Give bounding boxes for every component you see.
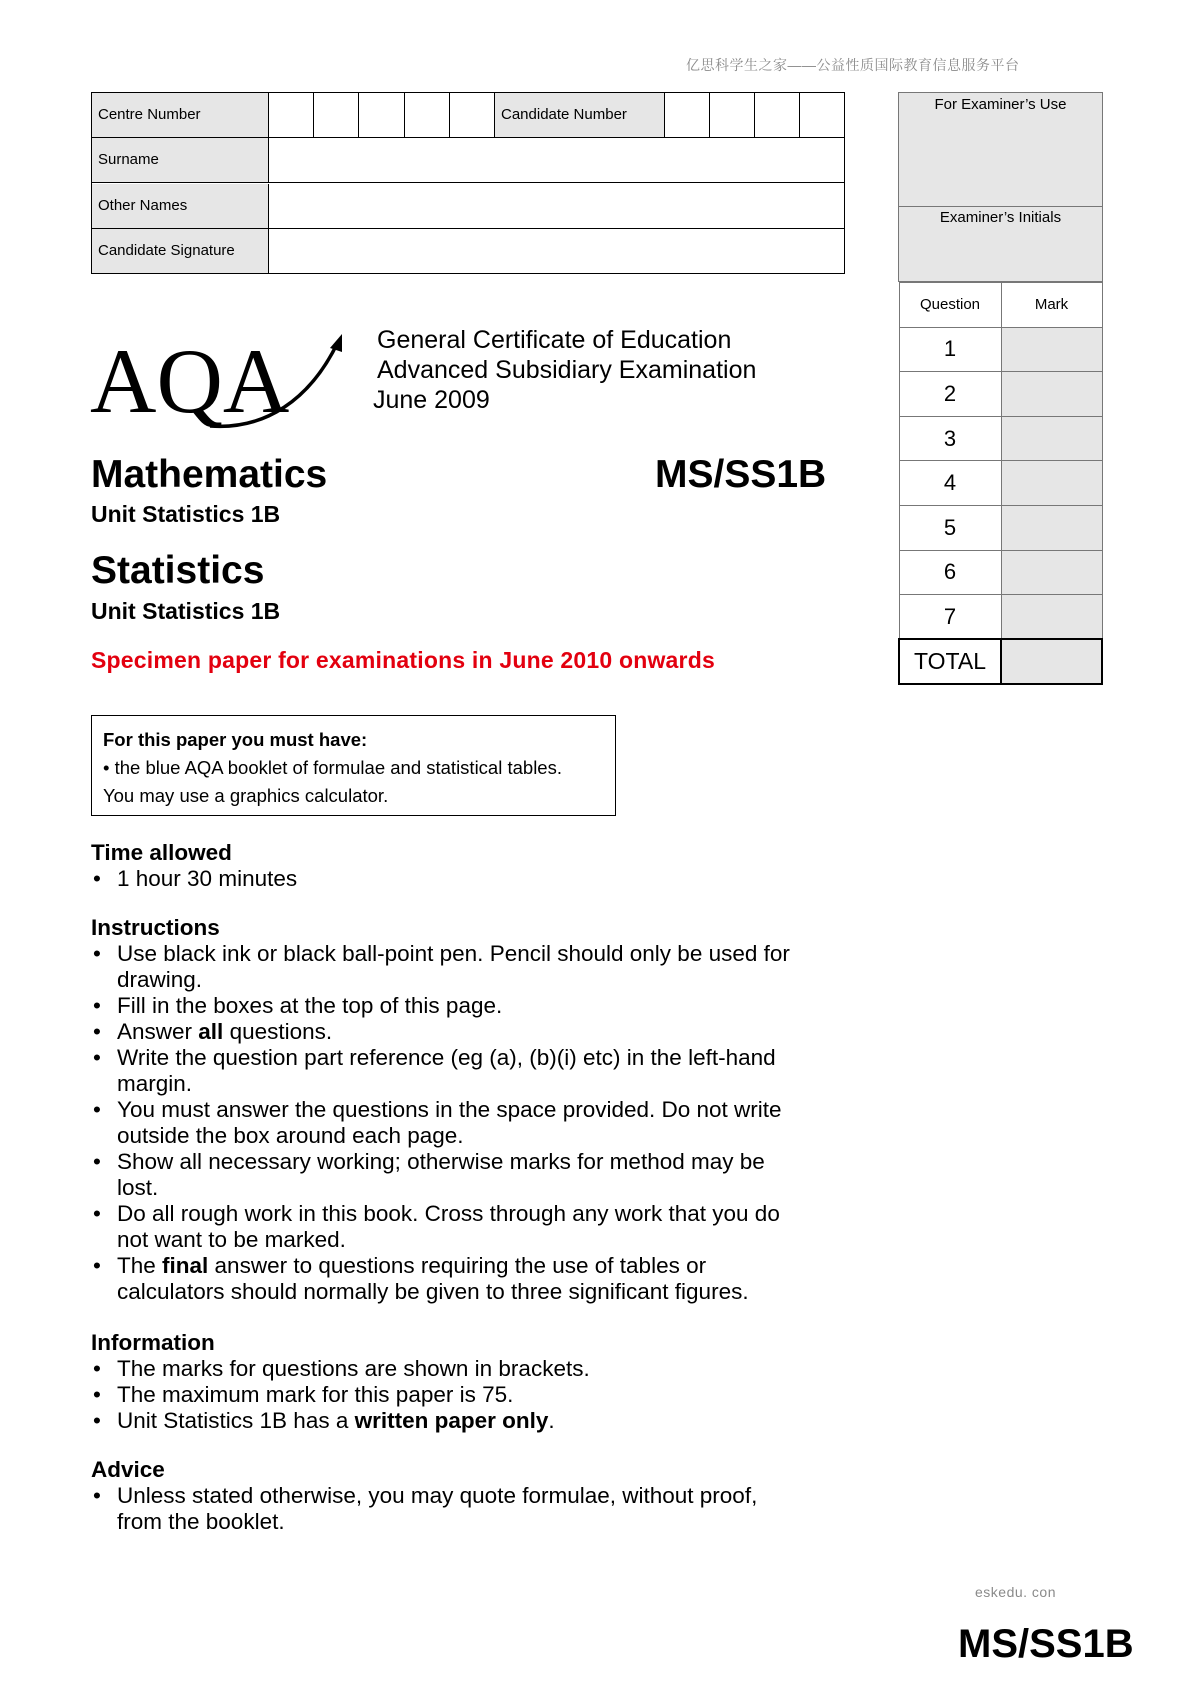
list-item: • You must answer the questions in the space provided. Do not write outside the box around each page. (91, 1097, 851, 1149)
marks-table-row (899, 505, 1102, 550)
section-heading: Information (91, 1330, 215, 1355)
list-item: • Fill in the boxes at the top of this page. (91, 993, 851, 1019)
total-label: TOTAL (899, 639, 1001, 684)
qualification-line: General Certificate of Education (377, 326, 732, 354)
question-number: 3 (899, 416, 1001, 461)
mark-header: Mark (1001, 283, 1102, 328)
question-header: Question (899, 283, 1001, 328)
examiner-use-box (898, 92, 1103, 693)
footer-paper-code: MS/SS1B (958, 1622, 1134, 1666)
list-item: • The maximum mark for this paper is 75. (91, 1382, 851, 1408)
list-item: • Show all necessary working; otherwise marks for method may be lost. (91, 1149, 851, 1201)
examiner-initials-label: Examiner’s Initials (939, 209, 1062, 226)
divider (899, 206, 1102, 207)
qualification-line: Advanced Subsidiary Examination (377, 356, 757, 384)
exam-date: June 2009 (373, 386, 490, 414)
mark-cell[interactable] (1001, 372, 1102, 417)
materials-note: You may use a graphics calculator. (103, 785, 389, 806)
candidate-number-label: Candidate Number (495, 93, 665, 137)
subject-title-2: Statistics (91, 549, 265, 592)
marks-table (898, 282, 1103, 685)
mark-cell[interactable] (1001, 327, 1102, 372)
centre-number-digit-box[interactable] (450, 93, 495, 137)
aqa-logo (90, 330, 345, 430)
marks-table-row (899, 550, 1102, 595)
other-names-row (92, 184, 844, 229)
section-heading: Instructions (91, 915, 220, 940)
section-heading: Advice (91, 1457, 165, 1482)
centre-number-digit-box[interactable] (269, 93, 314, 137)
marks-table-row (899, 416, 1102, 461)
list-item: • The marks for questions are shown in brackets. (91, 1356, 851, 1382)
centre-number-digit-box[interactable] (405, 93, 450, 137)
advice-section (91, 1457, 851, 1535)
mark-cell[interactable] (1001, 461, 1102, 506)
instructions-section (91, 915, 851, 1305)
paper-code: MS/SS1B (655, 453, 827, 496)
list-item: • Unit Statistics 1B has a written paper only. (91, 1408, 851, 1434)
centre-number-label: Centre Number (92, 93, 269, 137)
other-names-field[interactable] (269, 184, 844, 228)
materials-item: • the blue AQA booklet of formulae and statistical tables. (103, 757, 562, 778)
mark-cell[interactable] (1001, 595, 1102, 640)
mark-cell[interactable] (1001, 416, 1102, 461)
candidate-number-digit-box[interactable] (800, 93, 845, 137)
unit-title-2: Unit Statistics 1B (91, 598, 281, 624)
signature-field[interactable] (269, 229, 844, 273)
list-item: • Answer all questions. (91, 1019, 851, 1045)
list-item: • The final answer to questions requiring the use of tables or calculators should normally be given to three significant figures. (91, 1253, 851, 1305)
section-heading: Time allowed (91, 840, 232, 865)
list-item: • 1 hour 30 minutes (91, 866, 851, 892)
candidate-details-box (91, 92, 845, 274)
materials-heading: For this paper you must have: (103, 729, 368, 750)
marks-table-row (899, 461, 1102, 506)
candidate-number-digit-box[interactable] (665, 93, 710, 137)
time-allowed-section (91, 840, 851, 892)
marks-table-header (899, 283, 1102, 328)
marks-table-row (899, 372, 1102, 417)
list-item: • Do all rough work in this book. Cross through any work that you do not want to be marked. (91, 1201, 851, 1253)
mark-cell[interactable] (1001, 550, 1102, 595)
watermark-top: 亿思科学生之家——公益性质国际教育信息服务平台 (686, 57, 1020, 73)
signature-label: Candidate Signature (92, 229, 269, 273)
question-number: 7 (899, 595, 1001, 640)
centre-number-digit-box[interactable] (314, 93, 359, 137)
question-number: 4 (899, 461, 1001, 506)
question-number: 2 (899, 372, 1001, 417)
other-names-label: Other Names (92, 184, 269, 228)
surname-row (92, 138, 844, 183)
examiner-use-panel (898, 92, 1103, 282)
list-item: • Unless stated otherwise, you may quote formulae, without proof, from the booklet. (91, 1483, 851, 1535)
aqa-logo-text: AQA (90, 330, 290, 430)
candidate-number-digit-box[interactable] (755, 93, 800, 137)
question-number: 6 (899, 550, 1001, 595)
specimen-notice: Specimen paper for examinations in June 2010 onwards (91, 647, 715, 673)
total-row (899, 639, 1102, 684)
total-mark-cell[interactable] (1001, 639, 1102, 684)
surname-field[interactable] (269, 138, 844, 182)
candidate-number-digit-box[interactable] (710, 93, 755, 137)
signature-row (92, 229, 844, 273)
information-section (91, 1330, 851, 1434)
question-number: 1 (899, 327, 1001, 372)
marks-table-row (899, 595, 1102, 640)
question-number: 5 (899, 505, 1001, 550)
mark-cell[interactable] (1001, 505, 1102, 550)
watermark-bottom: eskedu. con (975, 1584, 1056, 1600)
marks-table-row (899, 327, 1102, 372)
surname-label: Surname (92, 138, 269, 182)
centre-number-digit-box[interactable] (359, 93, 405, 137)
list-item: • Write the question part reference (eg (a), (b)(i) etc) in the left-hand margin. (91, 1045, 851, 1097)
list-item: • Use black ink or black ball-point pen. Pencil should only be used for drawing. (91, 941, 851, 993)
subject-title: Mathematics (91, 453, 328, 496)
materials-box (91, 715, 616, 816)
centre-candidate-number-row (92, 93, 844, 138)
examiner-use-label: For Examiner’s Use (934, 96, 1067, 113)
unit-title: Unit Statistics 1B (91, 501, 281, 527)
qualification-block (373, 325, 757, 415)
